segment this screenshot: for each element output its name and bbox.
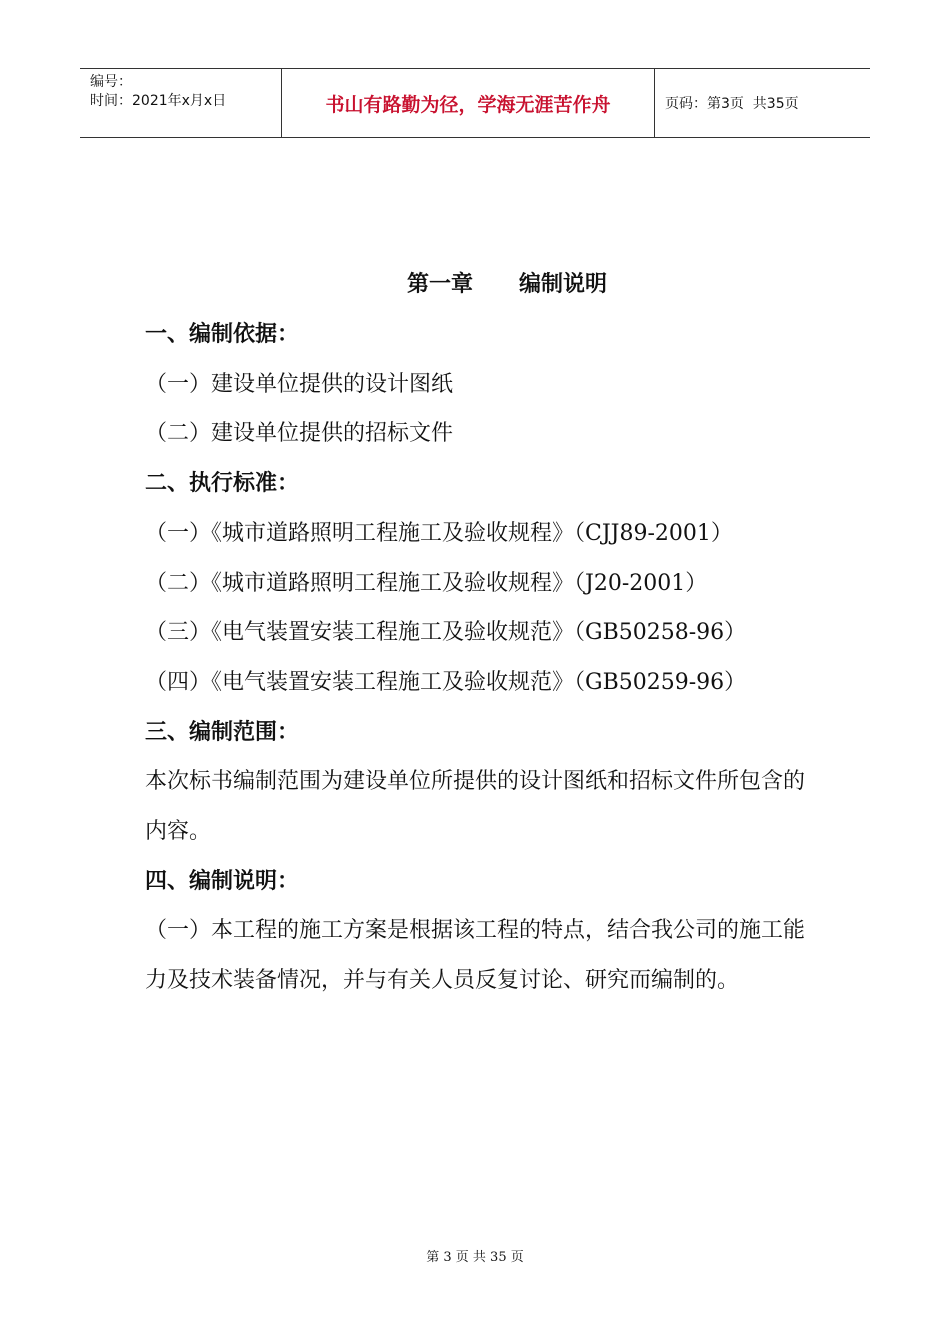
header-page-info: 页码：第3页 共35页: [665, 96, 799, 112]
list-item: （二）建设单位提供的招标文件: [145, 421, 454, 447]
section-heading: 二、执行标准：: [145, 471, 300, 497]
header-meta: [80, 69, 282, 137]
page-header: [80, 68, 870, 138]
paragraph: （一）本工程的施工方案是根据该工程的特点，结合我公司的施工能力及技术装备情况，并与有关人员反复讨论、研究而编制的。: [145, 918, 806, 994]
list-item: （一）建设单位提供的设计图纸: [145, 371, 454, 397]
section-heading: 四、编制说明：: [145, 868, 300, 894]
list-item: （二）《城市道路照明工程施工及验收规程》（J20-2001）: [145, 570, 708, 596]
header-time: 时间：2021年x月x日: [90, 93, 227, 109]
chapter-title: 第一章 编制说明: [407, 272, 607, 297]
document-body: [145, 260, 809, 1006]
section-heading: 一、编制依据：: [145, 322, 300, 347]
list-item: （一）《城市道路照明工程施工及验收规程》（CJJ89-2001）: [145, 520, 733, 546]
list-item: （三）《电气装置安装工程施工及验收规范》（GB50258-96）: [145, 620, 747, 646]
header-number: 编号：: [90, 74, 132, 90]
page-footer: 第 3 页 共 35 页: [426, 1250, 524, 1265]
list-item: （四）《电气装置安装工程施工及验收规范》（GB50259-96）: [145, 669, 747, 695]
paragraph: 本次标书编制范围为建设单位所提供的设计图纸和招标文件所包含的内容。: [145, 769, 806, 845]
header-motto: 书山有路勤为径，学海无涯苦作舟: [282, 69, 655, 137]
section-heading: 三、编制范围：: [145, 719, 300, 745]
